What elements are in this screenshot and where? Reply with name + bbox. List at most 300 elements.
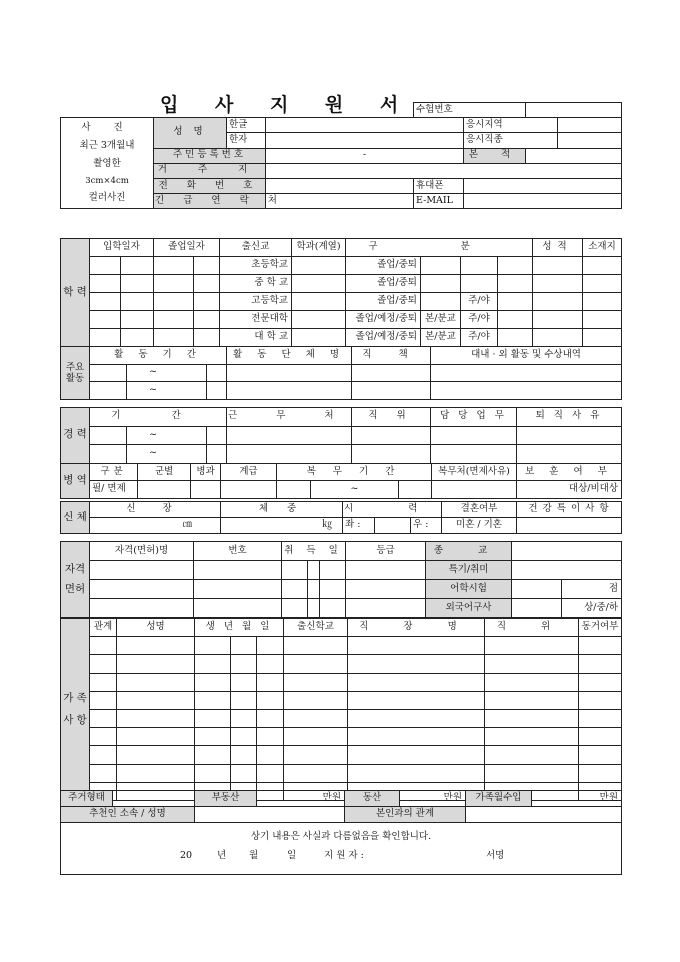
cohabit-field[interactable] <box>579 655 622 673</box>
family-header-position: 직 위 <box>485 619 579 637</box>
admission-year[interactable] <box>90 311 121 329</box>
license-row <box>61 561 622 580</box>
birth-day[interactable] <box>257 655 284 673</box>
graduation-year[interactable] <box>154 311 194 329</box>
family-position-field[interactable] <box>485 691 579 709</box>
language-test-field[interactable] <box>512 580 562 599</box>
relation-field[interactable] <box>90 764 117 782</box>
weight-field[interactable]: ㎏ <box>221 518 343 534</box>
grade-field[interactable] <box>533 275 583 293</box>
license-year[interactable] <box>282 599 308 618</box>
campus-option[interactable]: 본/분교 <box>421 329 461 347</box>
activity-org-field[interactable] <box>227 364 352 382</box>
family-name-field[interactable] <box>117 637 195 655</box>
license-table <box>60 541 622 618</box>
family-school-field[interactable] <box>284 764 348 782</box>
family-school-field[interactable] <box>284 655 348 673</box>
edu-row <box>61 293 622 311</box>
career-side-label: 경 력 <box>61 408 90 464</box>
name-hangul-field[interactable] <box>266 118 464 133</box>
admission-year[interactable] <box>90 257 121 275</box>
career-reason-field[interactable] <box>517 445 622 464</box>
location-field[interactable] <box>583 293 622 311</box>
religion-label: 종 교 <box>426 542 512 561</box>
mil-service-start[interactable] <box>277 481 311 498</box>
family-side-label: 가 족 사 항 <box>61 619 90 801</box>
birth-day[interactable] <box>257 764 284 782</box>
license-number-field[interactable] <box>194 580 282 599</box>
cohabit-field[interactable] <box>579 746 622 764</box>
admission-month[interactable] <box>121 329 154 347</box>
activity-role-header: 직 책 <box>352 347 431 365</box>
family-position-field[interactable] <box>485 655 579 673</box>
family-row <box>61 691 622 709</box>
edu-row <box>61 257 622 275</box>
exam-no-field[interactable] <box>526 103 622 118</box>
career-reason-field[interactable] <box>517 426 622 445</box>
address-label: 거 주 지 <box>154 163 266 178</box>
region-label: 응시지역 <box>464 118 558 133</box>
career-company-field[interactable] <box>227 445 352 464</box>
relation-field[interactable] <box>90 655 117 673</box>
cohabit-field[interactable] <box>579 764 622 782</box>
graduation-year[interactable] <box>154 275 194 293</box>
hobby-label: 특기/취미 <box>426 561 512 580</box>
status-option[interactable]: 졸업/예정/중퇴 <box>346 311 421 329</box>
education-side-label: 학 력 <box>61 239 90 347</box>
vision-right-field[interactable]: 우 : <box>411 518 442 534</box>
career-position-field[interactable] <box>352 445 431 464</box>
campus-option[interactable]: 본/분교 <box>421 311 461 329</box>
activity-role-field[interactable] <box>352 382 431 400</box>
activity-period-tilde: ~ <box>127 382 207 400</box>
admission-month[interactable] <box>121 275 154 293</box>
edu-header-category: 구 분 <box>346 239 533 257</box>
day-label: 일 <box>287 849 297 861</box>
graduation-month[interactable] <box>194 311 220 329</box>
day-night-option[interactable]: 주/야 <box>461 329 498 347</box>
birth-month[interactable] <box>231 691 257 709</box>
family-school-field[interactable] <box>284 637 348 655</box>
family-school-field[interactable] <box>284 691 348 709</box>
family-workplace-field[interactable] <box>348 746 485 764</box>
family-position-field[interactable] <box>485 709 579 727</box>
birth-year[interactable] <box>195 673 231 691</box>
activity-end[interactable] <box>207 364 227 382</box>
family-school-field[interactable] <box>284 673 348 691</box>
license-name-field[interactable] <box>90 599 194 618</box>
grade-field[interactable] <box>533 257 583 275</box>
license-date-header: 취 득 일 <box>282 542 346 561</box>
career-period-tilde: ~ <box>127 426 207 445</box>
career-duty-field[interactable] <box>431 426 517 445</box>
license-number-field[interactable] <box>194 599 282 618</box>
major-field[interactable] <box>292 257 346 275</box>
job-label: 응시직종 <box>464 133 558 148</box>
name-label: 성 명 <box>154 118 227 148</box>
activity-row <box>61 382 622 400</box>
mil-service-header: 복 무 기 간 <box>277 464 432 481</box>
photo-label: 사 진 <box>81 122 133 134</box>
school-type: 전문대학 <box>220 311 292 329</box>
vision-left-field[interactable]: 좌 : <box>343 518 375 534</box>
campus-option[interactable] <box>421 275 461 293</box>
license-row <box>61 580 622 599</box>
mil-rank-header: 계급 <box>221 464 277 481</box>
family-name-field[interactable] <box>117 691 195 709</box>
license-grade-field[interactable] <box>346 599 426 618</box>
career-company-header: 근 무 처 <box>227 408 352 427</box>
activity-awards-header: 대내 · 외 활동 및 수상내역 <box>431 347 622 365</box>
mil-branch-field[interactable] <box>138 481 191 498</box>
family-school-field[interactable] <box>284 728 348 746</box>
license-year[interactable] <box>282 561 308 580</box>
signature-field[interactable]: 서명 <box>486 849 505 861</box>
family-position-field[interactable] <box>485 673 579 691</box>
grade-field[interactable] <box>533 293 583 311</box>
career-duty-field[interactable] <box>431 445 517 464</box>
phone-field[interactable] <box>266 178 414 193</box>
vision-gap <box>375 518 411 534</box>
mil-rank-field[interactable] <box>221 481 277 498</box>
birth-year[interactable] <box>195 728 231 746</box>
physical-side-label: 신 체 <box>61 502 90 534</box>
realestate-label: 부동산 <box>195 791 257 807</box>
photo-text-1: 최근 3개월내 <box>79 140 135 152</box>
activity-row <box>61 364 622 382</box>
family-table <box>60 618 622 801</box>
graduation-year[interactable] <box>154 257 194 275</box>
family-workplace-field[interactable] <box>348 637 485 655</box>
career-start[interactable] <box>90 445 127 464</box>
hobby-field[interactable] <box>512 561 622 580</box>
birth-month[interactable] <box>231 655 257 673</box>
phone-label: 전 화 번 호 <box>154 178 266 193</box>
license-number-field[interactable] <box>194 561 282 580</box>
status-option[interactable]: 졸업/중퇴 <box>346 275 421 293</box>
birth-day[interactable] <box>257 637 284 655</box>
address-field[interactable] <box>266 163 622 178</box>
relation-field[interactable] <box>90 637 117 655</box>
day-night-option[interactable] <box>461 275 498 293</box>
family-position-field[interactable] <box>485 764 579 782</box>
career-row <box>61 445 622 464</box>
signature-line <box>62 851 620 865</box>
photo-text-4: 컬러사진 <box>88 192 126 204</box>
confirmation-text: 상기 내용은 사실과 다름없음을 확인합니다. <box>250 831 432 843</box>
hanja-label: 한자 <box>227 133 266 148</box>
location-field[interactable] <box>583 329 622 347</box>
mil-service-end[interactable] <box>399 481 432 498</box>
mil-type-header: 구분 <box>90 464 138 481</box>
income-field[interactable]: 만원 <box>532 791 622 807</box>
license-name-field[interactable] <box>90 580 194 599</box>
location-field[interactable] <box>583 257 622 275</box>
cohabit-field[interactable] <box>579 709 622 727</box>
career-duty-header: 담 당 업 무 <box>431 408 517 427</box>
birth-year[interactable] <box>195 709 231 727</box>
mil-exempt-header: 복무처(면제사유) <box>432 464 517 481</box>
birth-year[interactable] <box>195 691 231 709</box>
day-night-option[interactable] <box>461 257 498 275</box>
birth-year[interactable] <box>195 746 231 764</box>
applicant-info-table <box>60 102 622 209</box>
military-side-label: 병 역 <box>61 464 90 499</box>
license-grade-field[interactable] <box>346 580 426 599</box>
campus-option[interactable] <box>421 293 461 311</box>
extra-field[interactable] <box>498 257 533 275</box>
birth-day[interactable] <box>257 746 284 764</box>
family-position-field[interactable] <box>485 728 579 746</box>
cohabit-field[interactable] <box>579 691 622 709</box>
foreign-lang-label: 외국어구사 <box>426 599 512 618</box>
license-day[interactable] <box>320 561 346 580</box>
admission-year[interactable] <box>90 329 121 347</box>
name-hanja-field[interactable] <box>266 133 464 148</box>
major-field[interactable] <box>292 275 346 293</box>
admission-month[interactable] <box>121 311 154 329</box>
exam-no-label: 수험번호 <box>414 103 526 118</box>
mil-veteran-option[interactable]: 대상/비대상 <box>517 481 622 498</box>
license-day[interactable] <box>320 580 346 599</box>
family-position-field[interactable] <box>485 746 579 764</box>
family-row <box>61 764 622 782</box>
emergency-field[interactable] <box>266 194 414 209</box>
mil-exempt-field[interactable] <box>432 481 517 498</box>
family-workplace-field[interactable] <box>348 709 485 727</box>
license-month[interactable] <box>308 561 320 580</box>
day-night-option[interactable]: 주/야 <box>461 311 498 329</box>
relation-field[interactable] <box>90 691 117 709</box>
family-position-field[interactable] <box>485 637 579 655</box>
extra-field[interactable] <box>498 311 533 329</box>
family-name-field[interactable] <box>117 655 195 673</box>
status-option[interactable]: 졸업/예정/중퇴 <box>346 329 421 347</box>
career-end[interactable] <box>207 426 227 445</box>
vision-header: 시 력 <box>343 502 442 518</box>
job-field[interactable] <box>558 133 622 148</box>
weight-header: 체 중 <box>221 502 343 518</box>
birth-month[interactable] <box>231 673 257 691</box>
birth-month[interactable] <box>231 746 257 764</box>
edu-header-grade: 성적 <box>533 239 583 257</box>
career-position-header: 직 위 <box>352 408 431 427</box>
activity-start[interactable] <box>90 364 127 382</box>
relation-label: 본인과의 관계 <box>345 807 466 823</box>
birth-year[interactable] <box>195 637 231 655</box>
license-grade-field[interactable] <box>346 561 426 580</box>
license-month[interactable] <box>308 599 320 618</box>
license-name-header: 자격(면허)명 <box>90 542 194 561</box>
physical-table <box>60 501 622 534</box>
birth-month[interactable] <box>231 764 257 782</box>
activity-awards-field[interactable] <box>431 382 622 400</box>
family-workplace-field[interactable] <box>348 764 485 782</box>
family-school-field[interactable] <box>284 746 348 764</box>
career-end[interactable] <box>207 445 227 464</box>
school-type: 초등학교 <box>220 257 292 275</box>
family-name-field[interactable] <box>117 728 195 746</box>
activity-start[interactable] <box>90 382 127 400</box>
graduation-year[interactable] <box>154 329 194 347</box>
birth-month[interactable] <box>231 637 257 655</box>
license-side-label: 자격 면허 <box>61 542 90 618</box>
family-workplace-field[interactable] <box>348 728 485 746</box>
language-test-label: 어학시험 <box>426 580 512 599</box>
photo-box[interactable] <box>61 118 154 209</box>
birth-day[interactable] <box>257 728 284 746</box>
edu-row <box>61 275 622 293</box>
admission-month[interactable] <box>121 293 154 311</box>
family-workplace-field[interactable] <box>348 673 485 691</box>
cohabit-field[interactable] <box>579 673 622 691</box>
email-field[interactable] <box>464 194 622 209</box>
hangul-label: 한글 <box>227 118 266 133</box>
status-option[interactable]: 졸업/중퇴 <box>346 257 421 275</box>
birth-day[interactable] <box>257 709 284 727</box>
housing-table <box>60 790 622 875</box>
housing-label: 주거형태 <box>61 791 113 807</box>
birth-day[interactable] <box>257 673 284 691</box>
relation-field[interactable] <box>90 673 117 691</box>
family-school-field[interactable] <box>284 709 348 727</box>
day-night-option[interactable]: 주/야 <box>461 293 498 311</box>
year-prefix: 20 <box>180 849 193 861</box>
career-start[interactable] <box>90 426 127 445</box>
region-field[interactable] <box>558 118 622 133</box>
family-header-cohabit: 동거여부 <box>579 619 622 637</box>
school-type: 중 학 교 <box>220 275 292 293</box>
income-label: 가족월수입 <box>466 791 532 807</box>
religion-field[interactable] <box>512 542 622 561</box>
graduation-month[interactable] <box>194 257 220 275</box>
major-field[interactable] <box>292 293 346 311</box>
language-score-field[interactable]: 점 <box>562 580 622 599</box>
family-row <box>61 709 622 727</box>
graduation-month[interactable] <box>194 293 220 311</box>
extra-field[interactable] <box>498 275 533 293</box>
license-name-field[interactable] <box>90 561 194 580</box>
month-label: 월 <box>249 849 259 861</box>
graduation-month[interactable] <box>194 275 220 293</box>
birth-day[interactable] <box>257 691 284 709</box>
relation-field[interactable] <box>466 807 622 823</box>
recommender-label: 추천인 소속 / 성명 <box>61 807 195 823</box>
activity-period-tilde: ~ <box>127 364 207 382</box>
career-position-field[interactable] <box>352 426 431 445</box>
edu-header-location: 소재지 <box>583 239 622 257</box>
activity-awards-field[interactable] <box>431 364 622 382</box>
mil-type-option[interactable]: 필/ 면제 <box>90 481 138 498</box>
location-field[interactable] <box>583 311 622 329</box>
recommender-field[interactable] <box>195 807 345 823</box>
activity-org-field[interactable] <box>227 382 352 400</box>
family-header-school: 출신학교 <box>284 619 348 637</box>
license-year[interactable] <box>282 580 308 599</box>
confirmation-box <box>61 823 622 875</box>
career-table <box>60 407 622 464</box>
movable-field[interactable]: 만원 <box>400 791 466 807</box>
birth-month[interactable] <box>231 728 257 746</box>
status-option[interactable]: 졸업/중퇴 <box>346 293 421 311</box>
emergency-label: 긴 급 연 락 처 <box>154 194 266 209</box>
admission-month[interactable] <box>121 257 154 275</box>
mil-branch-header: 군별 <box>138 464 191 481</box>
cohabit-field[interactable] <box>579 637 622 655</box>
family-row <box>61 728 622 746</box>
graduation-year[interactable] <box>154 293 194 311</box>
realestate-field[interactable]: 만원 <box>257 791 345 807</box>
major-field[interactable] <box>292 329 346 347</box>
graduation-month[interactable] <box>194 329 220 347</box>
extra-field[interactable] <box>498 329 533 347</box>
origin-field[interactable] <box>526 148 622 163</box>
major-field[interactable] <box>292 311 346 329</box>
rrn-field[interactable]: - <box>266 148 464 163</box>
activity-role-field[interactable] <box>352 364 431 382</box>
career-company-field[interactable] <box>227 426 352 445</box>
married-option[interactable]: 미혼 / 기혼 <box>442 518 517 534</box>
campus-option[interactable] <box>421 257 461 275</box>
location-field[interactable] <box>583 275 622 293</box>
birth-month[interactable] <box>231 709 257 727</box>
activities-side-label: 주요 활동 <box>61 347 90 400</box>
family-row <box>61 637 622 655</box>
mil-arm-field[interactable] <box>191 481 221 498</box>
license-month[interactable] <box>308 580 320 599</box>
foreign-level-option[interactable]: 상/중/하 <box>562 599 622 618</box>
health-field[interactable] <box>517 518 622 534</box>
relation-field[interactable] <box>90 728 117 746</box>
edu-row <box>61 329 622 347</box>
birth-year[interactable] <box>195 655 231 673</box>
family-name-field[interactable] <box>117 764 195 782</box>
foreign-lang-field[interactable] <box>512 599 562 618</box>
edu-header-graduation: 졸업일자 <box>154 239 220 257</box>
mil-arm-header: 병과 <box>191 464 221 481</box>
housing-field[interactable] <box>113 791 195 807</box>
extra-field[interactable] <box>498 293 533 311</box>
license-day[interactable] <box>320 599 346 618</box>
family-name-field[interactable] <box>117 709 195 727</box>
photo-text-3: 3cm×4cm <box>85 176 129 187</box>
education-table <box>60 238 622 347</box>
cohabit-field[interactable] <box>579 728 622 746</box>
relation-field[interactable] <box>90 746 117 764</box>
career-reason-header: 퇴 직 사 유 <box>517 408 622 427</box>
grade-field[interactable] <box>533 311 583 329</box>
mobile-field[interactable] <box>464 178 622 193</box>
admission-year[interactable] <box>90 293 121 311</box>
height-field[interactable]: ㎝ <box>90 518 221 534</box>
movable-label: 동산 <box>345 791 400 807</box>
activity-end[interactable] <box>207 382 227 400</box>
family-name-field[interactable] <box>117 673 195 691</box>
admission-year[interactable] <box>90 275 121 293</box>
birth-year[interactable] <box>195 764 231 782</box>
family-workplace-field[interactable] <box>348 691 485 709</box>
school-type: 대 학 교 <box>220 329 292 347</box>
married-header: 결혼여부 <box>442 502 517 518</box>
family-name-field[interactable] <box>117 746 195 764</box>
rrn-label: 주민등록번호 <box>154 148 266 163</box>
edu-header-major: 학과(계열) <box>292 239 346 257</box>
grade-field[interactable] <box>533 329 583 347</box>
military-table <box>60 463 622 499</box>
license-number-header: 번호 <box>194 542 282 561</box>
relation-field[interactable] <box>90 709 117 727</box>
family-workplace-field[interactable] <box>348 655 485 673</box>
